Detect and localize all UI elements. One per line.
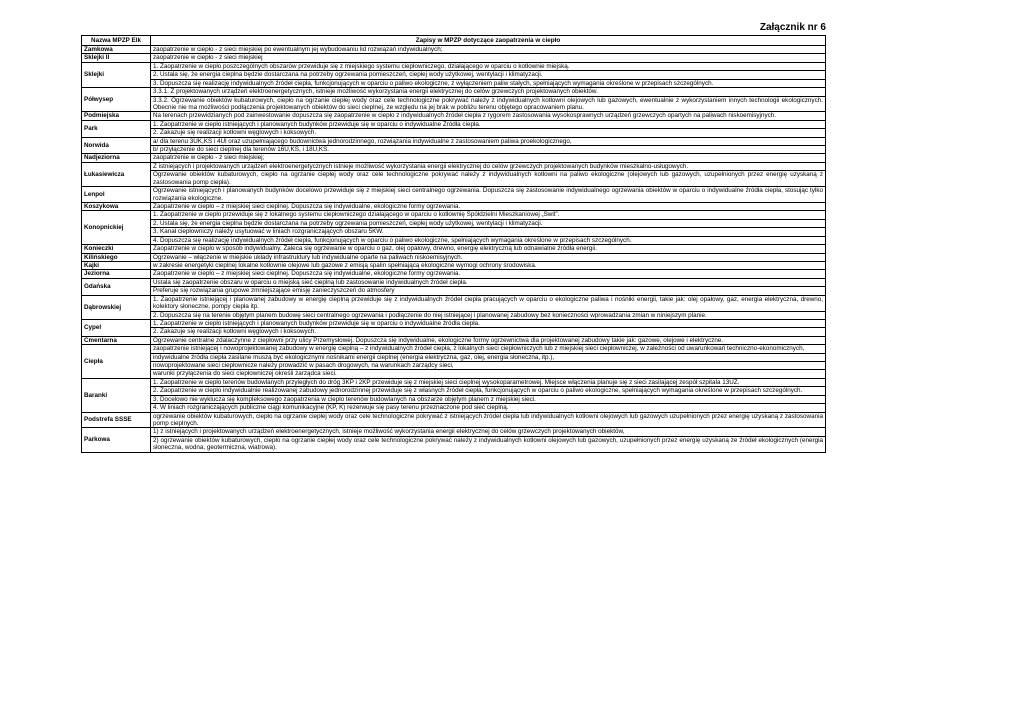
table-row [82,311,826,319]
plan-name-cell: Cmentarna [82,336,151,344]
provision-cell: Ogrzewanie – włączenie w miejskie układy infrastruktury lub indywidualne oparte na paliwach niskoemisyjnych. [151,253,826,261]
provision-cell: Ogrzewanie centralne zdalaczynne z ciepłowni przy ulicy Przemysłowej. Dopuszcza się indywidualne, ekologiczne formy ogrzewnictwa dla projektowanej zabudowy takie jak: gazowe, olejowe i elektryczne. [151,336,826,344]
plan-name-cell: Norwida [82,137,151,154]
provision-cell: Na terenach przewidzianych pod zainwestowanie dopuszcza się zaopatrzenie w ciepło z indywidualnych źródeł ciepła z rygorem zastosowania wysokosprawnych urządzeń grzewczych opartych na paliwach niskoemisyjnych. [151,112,826,120]
plan-name-cell: Cypel [82,319,151,336]
provision-cell: Ogrzewanie obiektów kubaturowych, ciepło na ogrzanie ciepłej wody oraz cele technologiczne pokrywać należy z indywidualnych kotłowni na paliwo ekologiczne (olejowych lub gazowych, uzupełnionych przez energię uzyskaną z zastosowania pomp ciepła). [151,171,826,187]
provision-cell: 4. Dopuszcza się realizację indywidualnych źródeł ciepła, funkcjonujących w oparciu o paliwo ekologiczne, spełniających wymagania określone w przepisach szczególnych. [151,236,826,244]
provision-cell: Ogrzewanie istniejących i planowanych budynków docelowo przewiduje się z miejskiej sieci centralnego ogrzewania. Dopuszcza się zastosowanie indywidualnego ogrzewania obiektów w oparciu o indywidualne źródła ciepła, stosując tylko rozwiązania ekologiczne. [151,187,826,203]
table-row [82,96,826,112]
table-row [82,404,826,412]
table-row [82,345,826,353]
plan-name-cell: Kilińskiego [82,253,151,261]
provision-cell: 1. Zaopatrzenie w ciepło terenów budowlanych przyległych do dróg 3KP i 2KP przewiduje się z miejskiej sieci cieplnej wysokoparametrowej. Miejsce włączenia planuje się z sieci zasilającej zespół szpitala 13UZ. [151,378,826,386]
provision-cell: Zaopatrzenie w ciepło – z miejskiej sieci cieplnej. Dopuszcza się indywidualne, ekologiczne formy ogrzewania. [151,270,826,278]
provision-cell: a/ dla terenu 3UK,KS i 4Ul oraz uzupełniającego budownictwa jednorodzinnego, rozwiązania indywidualne z zastosowaniem paliwa proekologicznego, [151,137,826,145]
provision-cell: 2. Ustala się, że energia cieplna będzie dostarczana na potrzeby ogrzewania pomieszczeń, ciepłej wody użytkowej, wentylacji i klimatyzacji. [151,219,826,227]
plan-name-cell: Kajki [82,261,151,269]
provision-cell: Zaopatrzenie w ciepło w sposób indywidualny. Zaleca się ogrzewanie w oparciu o gaz, olej opałowy, drewno, energię elektryczną lub odnawialne źródła energii. [151,245,826,253]
provision-cell: zaopatrzenie istniejącej i nowoprojektowanej zabudowy w energię cieplną – z indywidualnych źródeł ciepła, z lokalnych sieci ciepłowniczych lub z miejskiej sieci ciepłowniczej, w zależności od uwarunkowań techniczno-ekonomicznych, [151,345,826,353]
table-row [82,112,826,120]
plan-name-cell: Jeziorna [82,270,151,278]
table-row [82,362,826,370]
table-row [82,428,826,436]
table-row [82,46,826,54]
table-body [82,46,826,453]
table-row [82,129,826,137]
plan-name-cell: Baranki [82,378,151,412]
table-row [82,387,826,395]
plan-name-cell: Półwysep [82,88,151,112]
table-row [82,412,826,428]
table-row [82,219,826,227]
provision-cell: 4. W liniach rozgraniczających publiczne ciągi komunikacyjne (KP, K) rezerwuje się pasy terenu przeznaczone pod sieć cieplną. [151,404,826,412]
table-row [82,319,826,327]
plan-name-cell: Konieczki [82,245,151,253]
mpzp-heating-table [81,35,826,453]
table-row [82,253,826,261]
table-row [82,162,826,170]
plan-name-cell: Zamkowa [82,46,151,54]
table-row [82,261,826,269]
provision-cell: Preferuje się rozwiązania grupowe zmniejszające emisję zanieczyszczeń do atmosfery [151,287,826,295]
table-row [82,270,826,278]
plan-name-cell: Dąbrowskiej [82,295,151,319]
table-row [82,295,826,311]
provision-cell: Z istniejących i projektowanych urządzeń elektroenergetycznych istnieje możliwość wykorzystania energii elektrycznej do celów grzewczych projektowanych budynków mieszkalno-usługowych. [151,162,826,170]
provision-cell: 2. Zakazuje się realizacji kotłowni węglowych i koksowych. [151,328,826,336]
provision-cell: zaopatrzenie w ciepło - z sieci miejskiej po ewentualnym jej wybudowaniu lid rozwiązań indywidualnych; [151,46,826,54]
provision-cell: warunki przyłączenia do sieci ciepłowniczej określi zarządca sieci. [151,370,826,378]
column-header-plan-name: Nazwa MPZP Elk [82,36,151,46]
provision-cell: 1. Zaopatrzenie w ciepło poszczególnych obszarów przewiduje się z miejskiego systemu ciepłowniczego, działającego w oparciu o kotłownie miejską. [151,62,826,70]
provision-cell: indywidualne źródła ciepła zasilane muszą być ekologicznymi nośnikami energii cieplnej (energia elektryczna, gaz, olej, energia słoneczna, itp.), [151,353,826,361]
table-row [82,203,826,211]
table-row [82,187,826,203]
table-row [82,395,826,403]
provision-cell: 1) z istniejących i projektowanych urządzeń elektroenergetycznych, istnieje możliwość wykorzystania energii elektrycznej do celów grzewczych projektowanych obiektów, [151,428,826,436]
table-row [82,436,826,452]
table-row [82,278,826,286]
provision-cell: 1. Zaopatrzenie w ciepło istniejących i planowanych budynków przewiduje się w oparciu o indywidualne źródła ciepła. [151,319,826,327]
table-row [82,120,826,128]
table-row [82,137,826,145]
provision-cell: 2. Zaopatrzenie w ciepło indywidualnie realizowanej zabudowy jednorodzinnej przewiduje się z własnych źródeł ciepła, funkcjonujących w oparciu o paliwo ekologiczne, spełniających wymagania określone w przepisach szczególnych. [151,387,826,395]
table-row [82,79,826,87]
provision-cell: 1. Zaopatrzenie w ciepło przewiduje się z lokalnego systemu ciepłowniczego działającego w oparciu o kotłownię Spółdzielni Mieszkaniowej „Świt”. [151,211,826,219]
plan-name-cell: Koszykowa [82,203,151,211]
table-row [82,54,826,62]
table-row [82,154,826,162]
provision-cell: 2. Ustala się, że energia cieplna będzie dostarczana na potrzeby ogrzewania pomieszczeń, ciepłej wody użytkowej, wentylacji i klimatyzacji. [151,71,826,79]
table-header-row [82,36,826,46]
table-row [82,146,826,154]
plan-name-cell: Podstrefa SSSE [82,412,151,428]
table-row [82,228,826,236]
table-row [82,336,826,344]
table-row [82,71,826,79]
provision-cell: 1. Zaopatrzenie w ciepło istniejących i planowanych budynków przewiduje się w oparciu o indywidualne Źródła ciepła. [151,120,826,128]
table-row [82,353,826,361]
table-row [82,328,826,336]
provision-cell: ogrzewanie obiektów kubaturowych, ciepło na ogrzanie ciepłej wody oraz cele technologiczne pokrywać z istniejących źródeł ciepła lub indywidualnych kotłowni olejowych lub gazowych uzupełnionych przez energię uzyskaną z zastosowania pomp cieplnych. [151,412,826,428]
provision-cell: 2. Dopuszcza się na terenie objętym planem budowę sieci centralnego ogrzewania i podłączenie do niej istniejącej i planowanej zabudowy bez konieczności wprowadzania zmian w niniejszym planie. [151,311,826,319]
table-row [82,62,826,70]
provision-cell: nowoprojektowane sieci ciepłownicze należy prowadzić w pasach drogowych, na warunkach zarządcy sieci, [151,362,826,370]
table-row [82,236,826,244]
table-row [82,370,826,378]
provision-cell: Ustala się zaopatrzenie obszaru w oparciu o miejską sieć cieplną lub zastosowanie indywidualnych źródeł ciepła. [151,278,826,286]
provision-cell: 3. Docelowo nie wyklucza się kompleksowego zaopatrzenia w ciepło terenów budowlanych na obszarze objętym planem z miejskiej sieci. [151,395,826,403]
provision-cell: 3. Kanał ciepłowniczy należy usytuować w liniach rozgraniczających obszaru 5KW. [151,228,826,236]
plan-name-cell: Ciepła [82,345,151,379]
plan-name-cell: Nadjeziorna [82,154,151,162]
plan-name-cell: Park [82,120,151,137]
attachment-label: Załącznik nr 6 [759,22,826,33]
provision-cell: zaopatrzenie w ciepło - z sieci miejskiej [151,54,826,62]
table-row [82,171,826,187]
plan-name-cell: Lenpol [82,187,151,203]
table-row [82,287,826,295]
plan-name-cell: Parkowa [82,428,151,452]
plan-name-cell: Sklejki [82,62,151,87]
provision-cell: 3.3.2. Ogrzewanie obiektów kubaturowych, ciepło na ogrzanie ciepłej wody oraz cele technologiczne pokrywać należy z indywidualnych kotłowni olejowych lub gazowych, ewentualnie z wykorzystaniem innych technologii ekologicznych. Obecnie nie ma możliwości podłączenia projektowanych obiektów do sieci cieplnej, ze względu na jej brak w pobliżu terenu objętego opracowaniem planu. [151,96,826,112]
column-header-provisions: Zapisy w MPZP dotyczące zaopatrzenia w ciepło [151,36,826,46]
plan-name-cell: Łukasiewicza [82,162,151,186]
table-row [82,211,826,219]
provision-cell: b/ przyłączenie do sieci cieplnej dla terenów 16U,KS, i 18U,KS. [151,146,826,154]
provision-cell: 3. Dopuszcza się realizację indywidualnych źródeł ciepła, funkcjonujących w oparciu o paliwo ekologiczne, z wyłączeniem paliw stałych, spełniających wymagania określone w przepisach szczególnych. [151,79,826,87]
plan-name-cell: Sklejki II [82,54,151,62]
provision-cell: w zakresie energetyki cieplnej lokalne kotłownie olejowe lub gazowe z emisją spalin spełniającą ekologiczne wymogi ochrony środowiska. [151,261,826,269]
plan-name-cell: Podmiejska [82,112,151,120]
provision-cell: 3.3.1. Z projektowanych urządzeń elektroenergetycznych, istnieje możliwość wykorzystania energii elektrycznej do celów grzewczych projektowanych obiektów. [151,88,826,96]
provision-cell: 2) ogrzewanie obiektów kubaturowych, ciepło na ogrzanie ciepłej wody oraz cele technologiczne pokrywać należy z indywidualnych kotłowni olejowych lub gazowych, uzupełnionych przez energię uzyskaną ze źródeł ekologicznych (energia słoneczna, wodna, geotermiczna, wiatrowa). [151,436,826,452]
provision-cell: Zaopatrzenie w ciepło – z miejskiej sieci cieplnej. Dopuszcza się indywidualne, ekologiczne formy ogrzewania. [151,203,826,211]
provision-cell: zaopatrzenie w ciepło - z sieci miejskiej; [151,154,826,162]
provision-cell: 2. Zakazuje się realizacji kotłowni węglowych i koksowych. [151,129,826,137]
table-row [82,245,826,253]
plan-name-cell: Gdańska [82,278,151,295]
plan-name-cell: Konopnickiej [82,211,151,245]
table-row [82,378,826,386]
table-row [82,88,826,96]
provision-cell: 1. Zaopatrzenie istniejącej i planowanej zabudowy w energię cieplną przewiduje się z indywidualnych źródeł ciepła pracujących w oparciu o ekologiczne paliwa i nośniki energii, takie jak: olej opałowy, gaz, energia elektryczna, drewno, kolektory słoneczne, pompy ciepła itp. [151,295,826,311]
